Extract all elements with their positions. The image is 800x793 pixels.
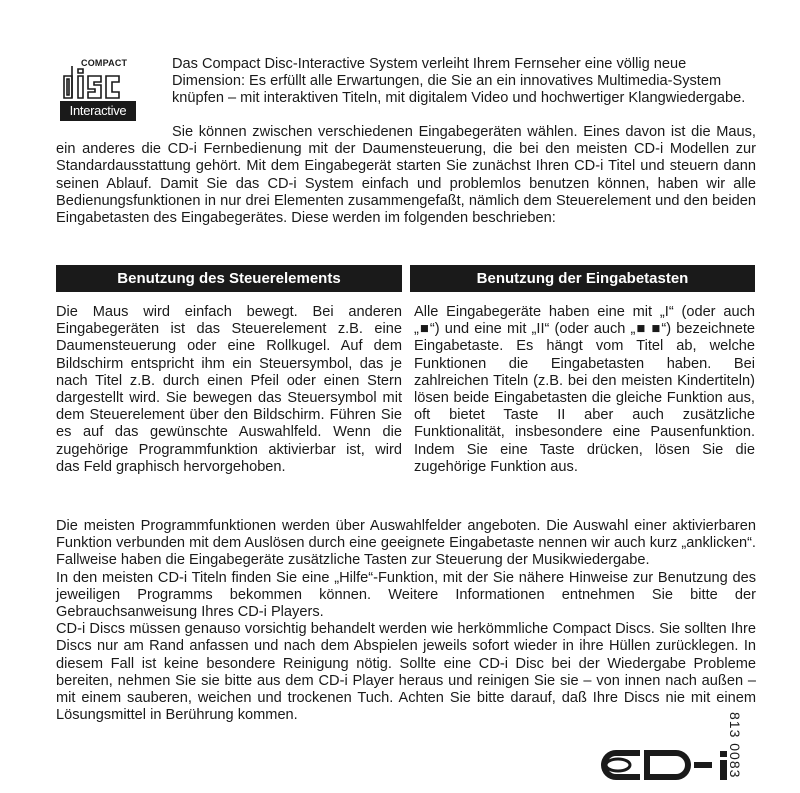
bottom-paragraph-2: In den meisten CD-i Titeln finden Sie eine „Hilfe“-Funktion, mit der Sie nähere Hinweise zur Benutzung des jeweiligen Programms bekommen können. Weitere Informationen entnehmen Sie bitte der Gebrauchsanweisung Ihres CD-i Players. [56, 569, 756, 621]
intro-paragraph-2: Sie können zwischen verschiedenen Eingabegeräten wählen. Eines davon ist die Maus, ein anderes die CD-i Fernbedienung mit der Daumensteuerung, die bei den meisten CD-i Modellen zur Standardausstattung gehört. Mit dem Eingabegerät starten Sie zunächst Ihren CD-i Titel und steuern dann seinen Ablauf. Damit Sie das CD-i System einfach und problemlos benutzen können, haben wir alle Bedienungsfunktionen in nur drei Elementen zusammengefaßt, nämlich dem Steuerelement und den beiden Eingabetasten des Eingabegerätes. Diese werden im folgenden beschrieben: [56, 124, 756, 227]
cdi-logo [588, 748, 764, 782]
section-body-steuerelement: Die Maus wird einfach bewegt. Bei anderen Eingabegeräten ist das Steuerelement z.B. eine Daumensteuerung oder eine Rollkugel. Auf dem Bildschirm entspricht ihm ein Steuersymbol, das je nach Titel z.B. durch einen Pfeil oder einen Stern dargestellt wird. Sie bewegen das Steuersymbol mit dem Steuerelement über den Bildschirm. Führen Sie es auf das gewünschte Auswahlfeld. Wenn die zugehörige Programmfunktion aktivierbar ist, wird das Feld graphisch hervorgehoben. [56, 304, 402, 475]
section-body-eingabetasten: Alle Eingabegeräte haben eine mit „I“ (oder auch „■“) und eine mit „II“ (oder auch „■ ■“) bezeichnete Eingabetaste. Es hängt vom Titel ab, welche Funktionen die Eingabetasten haben. Bei zahlreichen Titeln (z.B. bei den meisten Kindertiteln) lösen beide Eingabetasten die gleiche Funktion aus, oft bietet Taste II aber auch zusätzliche Funktionalität, insbesondere eine Pausenfunktion. Indem Sie eine Taste drücken, lösen Sie die zugehörige Funktion aus. [414, 304, 755, 475]
catalog-number: 813 0083 [727, 712, 743, 779]
bottom-paragraph-1: Die meisten Programmfunktionen werden über Auswahlfelder angeboten. Die Auswahl einer aktivierbaren Funktion verbunden mit dem Auslösen durch eine geeignete Eingabetaste nennen wir auch kurz „anklicken“. Fallweise haben die Eingabegeräte zusätzliche Tasten zur Steuerung der Musikwiedergabe. [56, 518, 756, 569]
section-heading-steuerelement: Benutzung des Steuerelements [56, 265, 402, 292]
logo-interactive-label: Interactive [60, 101, 136, 121]
intro-paragraph-1: Das Compact Disc-Interactive System verleiht Ihrem Fernseher eine völlig neue Dimension: Es erfüllt alle Erwartungen, die Sie an ein innovatives Multimedia-System knüpfen – mit interaktiven Titeln, mit digitalem Video und hochwertiger Klangwiedergabe. [172, 56, 746, 107]
section-heading-eingabetasten: Benutzung der Eingabetasten [410, 265, 755, 292]
logo-compact-text: COMPACT [81, 58, 128, 68]
compact-disc-interactive-logo [58, 58, 140, 124]
bottom-text-block [56, 518, 756, 724]
bottom-paragraph-3: CD-i Discs müssen genauso vorsichtig behandelt werden wie herkömmliche Compact Discs. Sie sollten Ihre Discs nur am Rand anfassen und nach dem Abspielen jeweils sofort wieder in ihre Hüllen zurücklegen. In diesem Fall ist keine besondere Reinigung nötig. Sollte eine CD-i Disc bei der Wiedergabe Probleme bereiten, nehmen Sie sie bitte aus dem CD-i Player heraus und reinigen Sie sie – von innen nach außen – mit einem sauberen, weichen und trockenen Tuch. Achten Sie bitte darauf, daß Ihre Discs nie mit einem Lösungsmittel in Berührung kommen. [56, 621, 756, 724]
logo-disc-wordmark [61, 62, 137, 100]
